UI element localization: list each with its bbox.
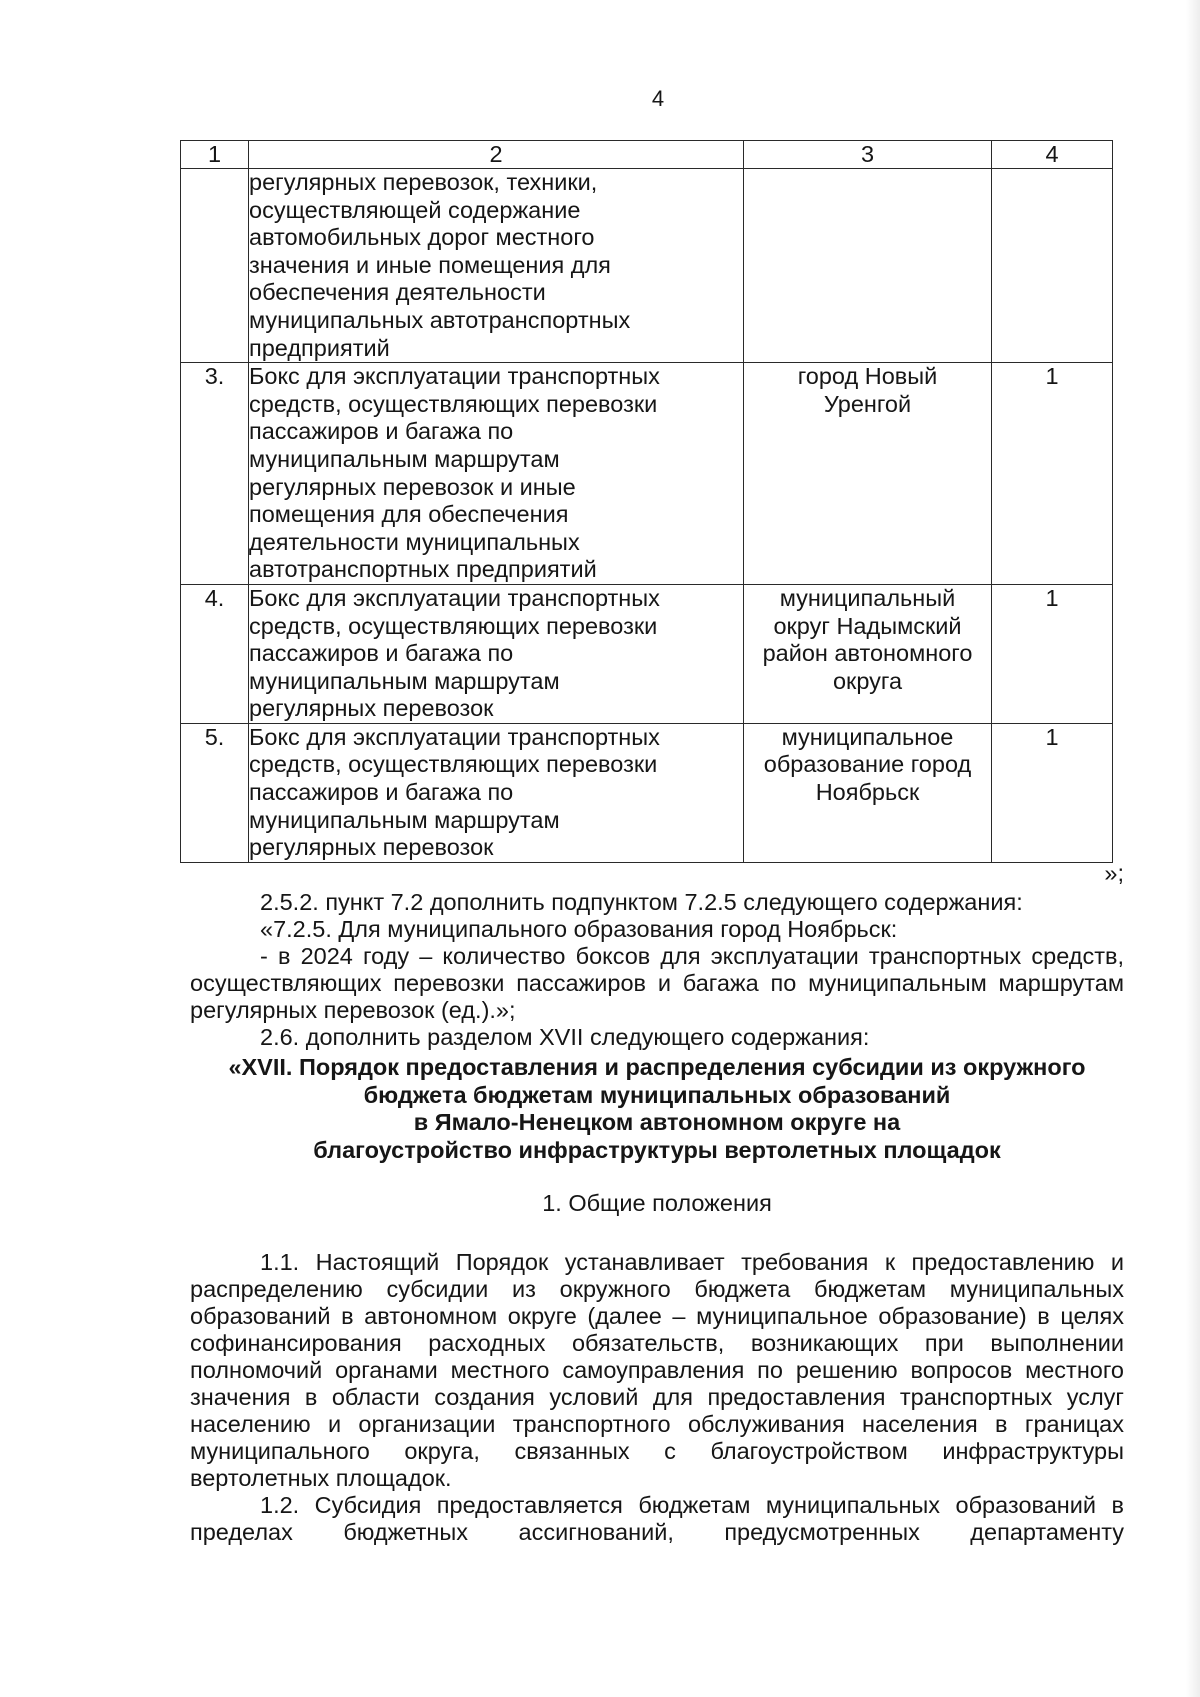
municipality-line: Ноябрьск [815, 779, 920, 806]
municipality-line: Уренгой [823, 390, 912, 417]
description-line: Бокс для эксплуатации транспортных [249, 363, 660, 390]
table-body [181, 169, 1113, 863]
section-title-line: в Ямало-Ненецком автономном округе на [413, 1109, 901, 1135]
description-line: средств, осуществляющих перевозки [249, 612, 658, 639]
description-line: пассажиров и багажа по [249, 418, 514, 445]
municipality-line: город Новый [797, 363, 938, 390]
row-number-cell: 5. [181, 723, 249, 862]
table-header-cell: 3 [744, 141, 992, 169]
section-title-line: благоустройство инфраструктуры вертолетных площадок [313, 1136, 1001, 1163]
description-line: муниципальным маршрутам [249, 667, 560, 694]
municipality-line: округа [832, 667, 903, 694]
quantity-cell: 1 [992, 363, 1113, 585]
object-description-cell [249, 723, 744, 862]
municipality-line: муниципальный [779, 584, 956, 611]
description-line: средств, осуществляющих перевозки [249, 751, 658, 778]
description-line: автомобильных дорог местного [249, 224, 595, 251]
subheading-general-provisions: 1. Общие положения [542, 1190, 772, 1216]
municipality-cell [744, 363, 992, 585]
description-line: деятельности муниципальных [249, 528, 580, 555]
clauses-block [190, 1249, 1124, 1546]
quantity-cell [992, 169, 1113, 363]
paragraph-7-2-5: «7.2.5. Для муниципального образования город Ноябрьск: [260, 916, 898, 942]
description-line: помещения для обеспечения [249, 501, 569, 528]
object-description-cell [249, 363, 744, 585]
table-header-cell: 2 [249, 141, 744, 169]
table-row [181, 584, 1113, 723]
clause-1-2: 1.2. Субсидия предоставляется бюджетам муниципальных образований в пределах бюджетных ассигнований, предусмотренных департаменту [190, 1492, 1124, 1545]
municipality-line: образование город [763, 751, 972, 778]
description-line: пассажиров и багажа по [249, 779, 514, 806]
description-line: регулярных перевозок [249, 695, 494, 722]
object-description-cell [249, 584, 744, 723]
section-title [190, 1054, 1124, 1164]
municipality-cell [744, 584, 992, 723]
row-number-cell: 3. [181, 363, 249, 585]
table-header-cell: 1 [181, 141, 249, 169]
paragraph-2-6: 2.6. дополнить разделом XVII следующего содержания: [260, 1024, 870, 1050]
description-line: регулярных перевозок, техники, [249, 169, 598, 195]
description-line: значения и иные помещения для [249, 251, 611, 278]
description-line: муниципальным маршрутам [249, 445, 560, 472]
table-row [181, 169, 1113, 363]
page-number: 4 [651, 86, 665, 111]
description-line: осуществляющей содержание [249, 196, 581, 223]
amendments-block [190, 889, 1124, 1051]
description-line: пассажиров и багажа по [249, 640, 514, 667]
municipality-line: округ Надымский [773, 612, 962, 639]
table-header-cell: 4 [992, 141, 1113, 169]
row-number-cell: 4. [181, 584, 249, 723]
municipality-line: муниципальное [781, 723, 954, 750]
row-number-cell [181, 169, 249, 363]
municipality-cell [744, 169, 992, 363]
description-line: предприятий [249, 334, 390, 361]
objects-table [180, 140, 1113, 863]
municipality-cell [744, 723, 992, 862]
description-line: обеспечения деятельности [249, 279, 546, 306]
municipality-line: район автономного [762, 640, 973, 667]
description-line: регулярных перевозок и иные [249, 473, 576, 500]
description-line: автотранспортных предприятий [249, 556, 597, 583]
quantity-cell: 1 [992, 584, 1113, 723]
paragraph-2024: - в 2024 году – количество боксов для эксплуатации транспортных средств, осуществляющих перевозки пассажиров и багажа по муниципальным маршрутам регулярных перевозок (ед.).»; [190, 943, 1124, 1023]
page-edge-shadow [1186, 0, 1200, 1697]
object-description-cell [249, 169, 744, 363]
section-title-line: бюджета бюджетам муниципальных образований [363, 1081, 951, 1108]
description-line: средств, осуществляющих перевозки [249, 390, 658, 417]
description-line: Бокс для эксплуатации транспортных [249, 723, 660, 750]
description-line: муниципальным маршрутам [249, 806, 560, 833]
table-closing-quote: »; [1104, 860, 1124, 886]
paragraph-2-5-2: 2.5.2. пункт 7.2 дополнить подпунктом 7.2.5 следующего содержания: [260, 889, 1023, 915]
table-header-row [181, 141, 1113, 169]
table-row [181, 363, 1113, 585]
section-title-line: «XVII. Порядок предоставления и распределения субсидии из окружного [228, 1054, 1086, 1080]
clause-1-1: 1.1. Настоящий Порядок устанавливает требования к предоставлению и распределению субсидии из окружного бюджета бюджетам муниципальных образований в автономном округе (далее – муниципальное образование) в целях софинансирования расходных обязательств, возникающих при выполнении полномочий органами местного самоуправления по решению вопросов местного значения в области создания условий для предоставления транспортных услуг населению и организации транспортного обслуживания населения в границах муниципального округа, связанных с благоустройством инфраструктуры вертолетных площадок. [190, 1249, 1124, 1491]
quantity-cell: 1 [992, 723, 1113, 862]
description-line: муниципальных автотранспортных [249, 306, 631, 333]
table-row [181, 723, 1113, 862]
description-line: регулярных перевозок [249, 834, 494, 861]
description-line: Бокс для эксплуатации транспортных [249, 584, 660, 611]
